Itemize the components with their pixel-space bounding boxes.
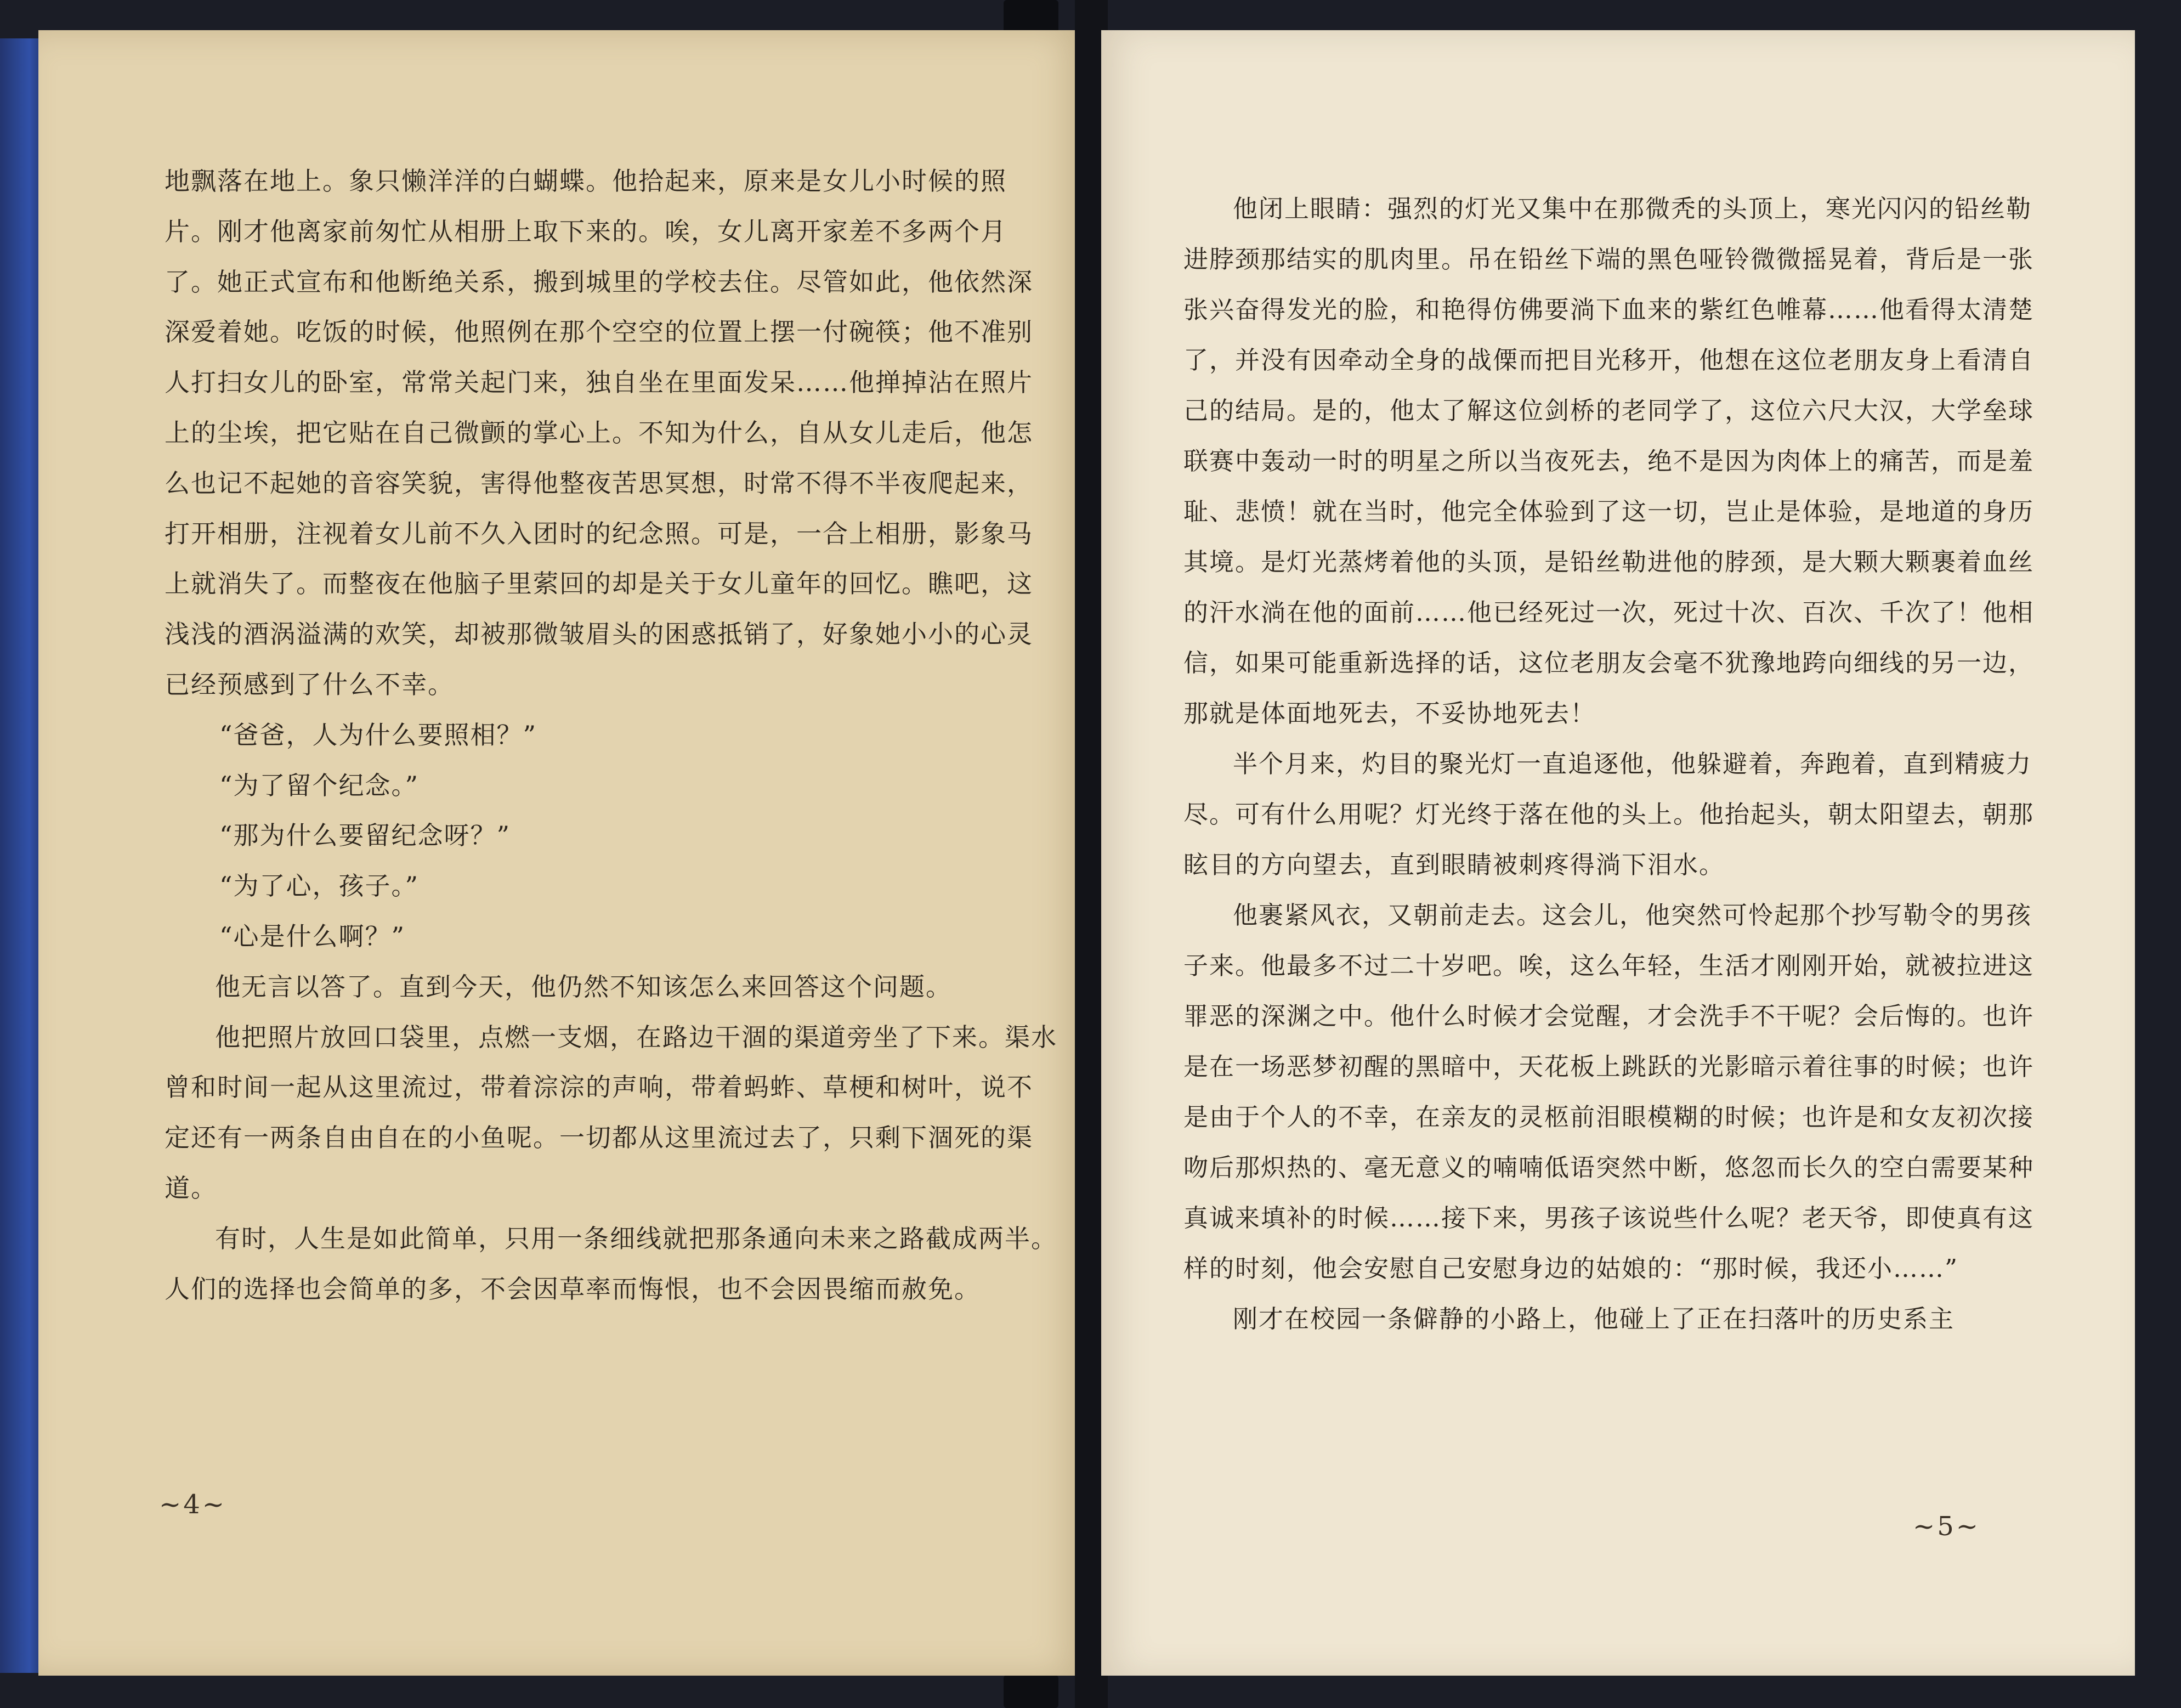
left-page-text xyxy=(165,156,1058,1314)
dialogue-line: “爸爸，人为什么要照相？” xyxy=(219,720,537,750)
paragraph: 地飘落在地上。象只懒洋洋的白蝴蝶。他拾起来，原来是女儿小时候的照片。刚才他离家前匆忙从相册上取下来的。唉，女儿离开家差不多两个月了。她正式宣布和他断绝关系，搬到城里的学校去住。尽管如此，他依然深深爱着她。吃饭的时候，他照例在那个空空的位置上摆一付碗筷；他不准别人打扫女儿的卧室，常常关起门来，独自坐在里面发呆……他掸掉沾在照片上的尘埃，把它贴在自己微颤的掌心上。不知为什么，自从女儿走后，他怎么也记不起她的音容笑貌，害得他整夜苦思冥想，时常不得不半夜爬起来，打开相册，注视着女儿前不久入团时的纪念照。可是，一合上相册，影象马上就消失了。而整夜在他脑子里萦回的却是关于女儿童年的回忆。瞧吧，这浅浅的酒涡溢满的欢笑，却被那微皱眉头的困惑抵销了，好象她小小的心灵已经预感到了什么不幸。 xyxy=(165,166,1033,699)
paragraph: 他裹紧风衣，又朝前走去。这会儿，他突然可怜起那个抄写勒令的男孩子来。他最多不过二十岁吧。唉，这么年轻，生活才刚刚开始，就被拉进这罪恶的深渊之中。他什么时候才会觉醒，才会洗手不干呢？会后悔的。也许是在一场恶梦初醒的黑暗中，天花板上跳跃的光影暗示着往事的时候；也许是由于个人的不幸，在亲友的灵柩前泪眼模糊的时候；也许是和女友初次接吻后那炽热的、毫无意义的喃喃低语突然中断，悠忽而长久的空白需要某种真诚来填补的时候……接下来，男孩子该说些什么呢？老天爷，即使真有这样的时刻，他会安慰自己安慰身边的姑娘的：“那时候，我还小……” xyxy=(1183,901,2035,1283)
paragraph: 他无言以答了。直到今天，他仍然不知该怎么来回答这个问题。 xyxy=(215,971,952,1002)
dialogue-line: “为了留个纪念。” xyxy=(219,770,420,800)
binding-clip-top xyxy=(1004,0,1058,33)
right-page-text xyxy=(1183,184,2039,1344)
page-number: ~4~ xyxy=(159,1489,226,1520)
paragraph: 半个月来，灼目的聚光灯一直追逐他，他躲避着，奔跑着，直到精疲力尽。可有什么用呢？灯光终于落在他的头上。他抬起头，朝太阳望去，朝那眩目的方向望去，直到眼睛被刺疼得淌下泪水。 xyxy=(1183,749,2035,879)
paragraph: 他把照片放回口袋里，点燃一支烟，在路边干涸的渠道旁坐了下来。渠水曾和时间一起从这里流过，带着淙淙的声响，带着蚂蚱、草梗和树叶，说不定还有一两条自由自在的小鱼呢。一切都从这里流过去了，只剩下涸死的渠道。 xyxy=(165,1022,1057,1203)
paragraph: 他闭上眼睛：强烈的灯光又集中在那微秃的头顶上，寒光闪闪的铅丝勒进脖颈那结实的肌肉里。吊在铅丝下端的黑色哑铃微微摇晃着，背后是一张张兴奋得发光的脸，和艳得仿佛要淌下血来的紫红色帷幕……他看得太清楚了，并没有因牵动全身的战傈而把目光移开，他想在这位老朋友身上看清自己的结局。是的，他太了解这位剑桥的老同学了，这位六尺大汉，大学垒球联赛中轰动一时的明星之所以当夜死去，绝不是因为肉体上的痛苦，而是羞耻、悲愤！就在当时，他完全体验到了这一切，岂止是体验，是地道的身历其境。是灯光蒸烤着他的头顶，是铅丝勒进他的脖颈，是大颗大颗裹着血丝的汗水淌在他的面前……他已经死过一次，死过十次、百次、千次了！他相信，如果可能重新选择的话，这位老朋友会毫不犹豫地跨向细线的另一边，那就是体面地死去，不妥协地死去！ xyxy=(1183,194,2035,728)
left-page xyxy=(38,30,1083,1676)
page-number: ~5~ xyxy=(1913,1511,1980,1542)
paragraph: 有时，人生是如此简单，只用一条细线就把那条通向未来之路截成两半。人们的选择也会简单的多，不会因草率而悔恨，也不会因畏缩而赦免。 xyxy=(165,1223,1057,1304)
dialogue-line: “那为什么要留纪念呀？” xyxy=(219,821,511,851)
dialogue-line: “心是什么啊？” xyxy=(219,921,406,951)
right-page xyxy=(1101,30,2135,1676)
binding-clip-bottom xyxy=(1004,1675,1058,1708)
dialogue-line: “为了心，孩子。” xyxy=(219,871,420,901)
paragraph: 刚才在校园一条僻静的小路上，他碰上了正在扫落叶的历史系主 xyxy=(1233,1304,1955,1333)
